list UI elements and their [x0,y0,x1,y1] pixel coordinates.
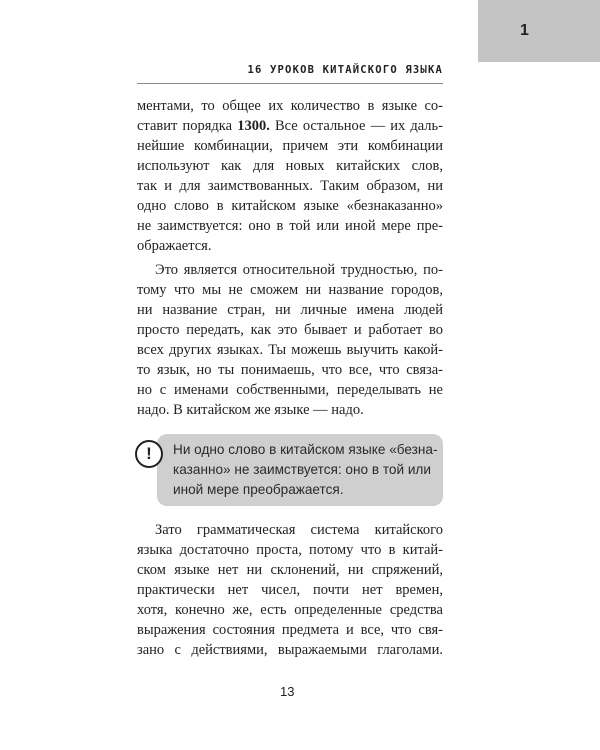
text-line: используют как для новых китайских слов, [137,158,443,174]
text-line: нейшие комбинации, причем эти комбинации [137,138,443,154]
callout-box [157,434,443,506]
text-line: Это является относительной трудностью, по- [155,262,443,278]
text-line: то язык, но ты понимаешь, что все, что связа- [137,362,443,378]
exclamation-circle-icon: ! [135,440,163,468]
text-line: ни название стран, ни личные имена людей [137,302,443,318]
text-line: всех других языках. Ты можешь выучить какой- [137,342,443,358]
callout-line: Ни одно слово в китайском языке «безна- [173,442,438,457]
chapter-number: 1 [520,22,529,39]
text-line: выражения состояния предмета и все, что свя- [137,622,443,638]
header-rule [137,83,443,84]
paragraph-2 [137,260,443,420]
text-line: ском языке нет ни склонений, ни спряжений, [137,562,443,578]
callout-line: казанно» не заимствуется: оно в той или [173,462,431,477]
text-line: просто передать, как это бывает и работает во [137,322,443,338]
text-line: ментами, то общее их количество в языке со- [137,98,443,114]
text-span: ставит порядка [137,118,238,134]
callout [137,434,443,506]
text-line: практически нет чисел, почти нет времен, [137,582,443,598]
text-line: зано с действиями, выражаемыми глаголами. [137,642,443,658]
callout-line: иной мере преображается. [173,482,344,497]
paragraph-3 [137,520,443,660]
text-line: языка достаточно проста, потому что в китай- [137,542,443,558]
chapter-tab [478,0,600,62]
running-head: 16 УРОКОВ КИТАЙСКОГО ЯЗЫКА [247,64,443,76]
text-line: но с именами собственными, переделывать не [137,382,443,398]
page-body [137,96,443,660]
text-line: тому что мы не сможем ни название городов, [137,282,443,298]
bold-number: 1300. [237,118,270,134]
page-number: 13 [280,684,295,699]
text-line: одно слово в китайском языке «безнаказанно» [137,198,443,214]
text-line: так и для заимствованных. Таким образом, ни [137,178,443,194]
text-line: надо. В китайском же языке — надо. [137,402,364,418]
text-line: ображается. [137,238,212,254]
text-line: Зато грамматическая система китайского [155,522,443,538]
text-line [137,116,443,136]
text-line: не заимствуется: оно в той или иной мере пре- [137,218,443,234]
paragraph-1 [137,96,443,256]
text-span: Все остальное — их даль- [269,118,443,134]
text-line: хотя, конечно же, есть определенные средства [137,602,443,618]
